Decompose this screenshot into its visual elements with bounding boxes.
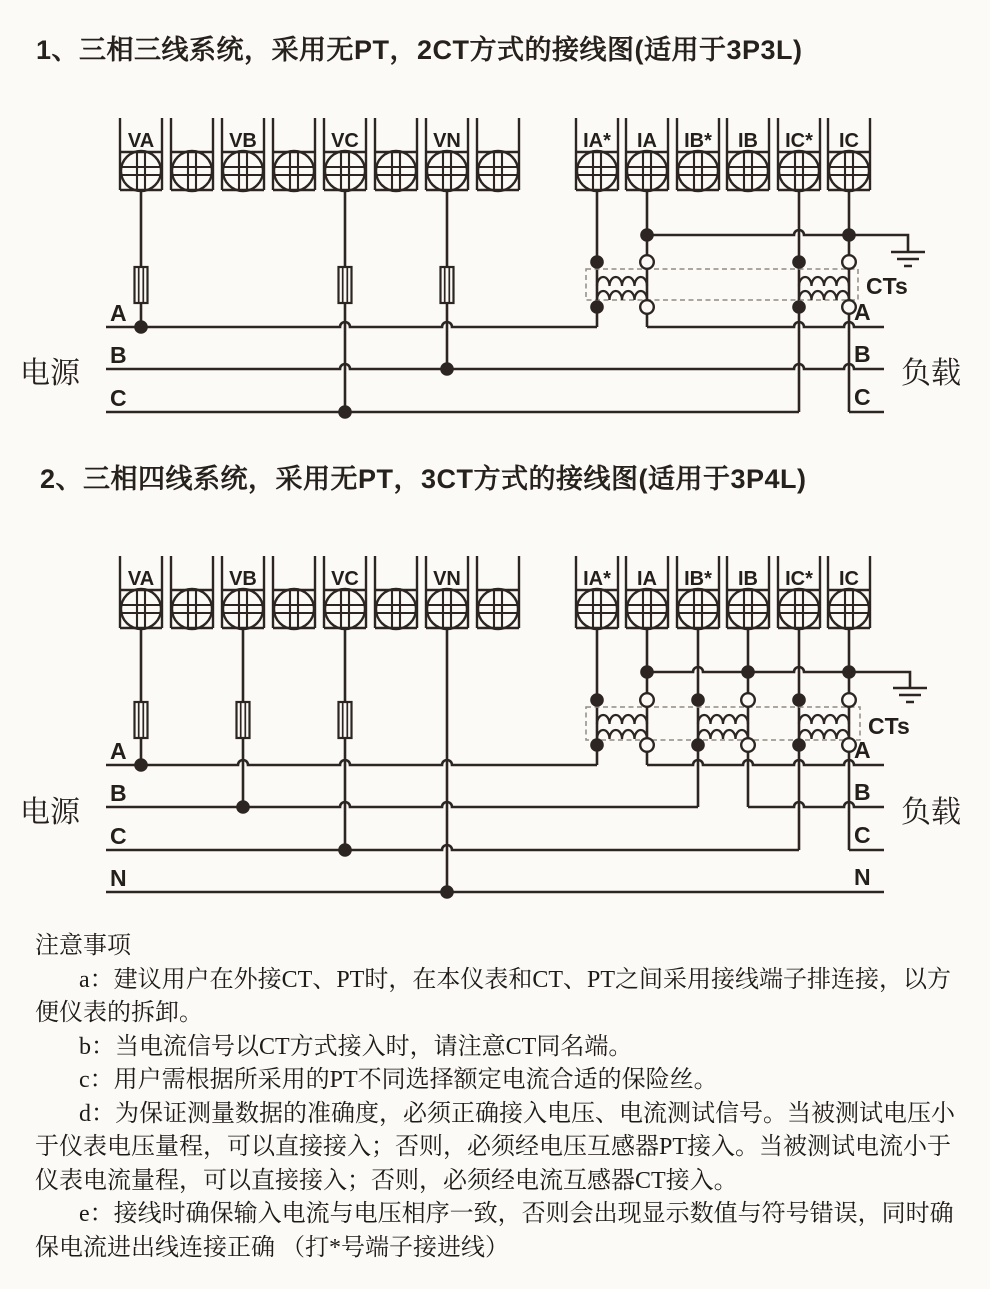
d1-ground-icon [891,252,925,266]
terminal-vn [426,118,468,191]
d1-junction-dots [134,228,856,419]
polarity-dot-filled [590,255,604,269]
d1-terminal-strip [120,118,870,191]
note-item-c: c：用户需根据所采用的PT不同选择额定电流合适的保险丝。 [79,1067,718,1093]
polarity-dot-filled [792,255,806,269]
polarity-dot-filled [691,738,705,752]
d1-line-label-b-left: B [110,342,127,368]
terminal-label: IB* [684,568,712,590]
polarity-dot-filled [590,300,604,314]
polarity-dot-open [741,693,755,707]
polarity-dot-filled [792,693,806,707]
polarity-dot-open [640,255,654,269]
junction-dot [236,800,250,814]
terminal-label: IB [738,568,758,590]
junction-dot [440,362,454,376]
terminal-label: IA [637,568,657,590]
d2-line-label-n-right: N [854,864,871,890]
d2-ct-a-coils [597,715,647,739]
d2-cts-label: CTs [868,713,910,739]
junction-dot [134,758,148,772]
terminal-ib [727,556,769,629]
terminal-blank [477,118,519,191]
junction-dot [741,665,755,679]
polarity-dot-open [842,255,856,269]
terminal-blank [171,118,213,191]
terminal-ia-star [576,556,618,629]
junction-dot [338,405,352,419]
terminal-ia [626,118,668,191]
d1-line-a [106,322,884,327]
terminal-blank [477,556,519,629]
d1-cts-dashed-box [586,269,858,300]
junction-dot [134,320,148,334]
d2-line-label-b-left: B [110,780,127,806]
terminal-label: IA* [583,130,611,152]
terminal-ic-star [778,556,820,629]
terminal-label: VN [433,130,461,152]
terminal-vb [222,556,264,629]
junction-dot [842,228,856,242]
junction-dot [640,665,654,679]
diagram-2 [20,556,961,899]
junction-dot [338,843,352,857]
note-item-a: a：建议用户在外接CT、PT时，在本仪表和CT、PT之间采用接线端子排连接，以方便仪表的拆卸。 [35,966,952,1026]
notes-section [35,930,961,1265]
diagram-1 [20,118,961,419]
d1-fuse-va [135,267,148,303]
terminal-vc [324,118,366,191]
terminal-ib-star [677,118,719,191]
terminal-ic [828,118,870,191]
d2-source-label: 电源 [20,796,80,829]
terminal-blank [375,556,417,629]
d2-fuse-va [135,702,148,738]
terminal-label: IC [839,130,859,152]
polarity-dot-open [842,693,856,707]
d2-common-line [647,667,910,688]
d1-load-label: 负载 [901,357,961,390]
terminal-label: IA [637,130,657,152]
polarity-dot-open [640,738,654,752]
terminal-blank [375,118,417,191]
d1-ct-polarity-marks [590,255,856,314]
terminal-label: VB [229,130,257,152]
terminal-ia-star [576,118,618,191]
junction-dot [842,665,856,679]
d1-line-b [106,364,884,369]
d1-line-label-b-right: B [854,341,871,367]
terminal-label: VB [229,568,257,590]
d1-ct-c-coils [799,277,849,300]
note-item-d: d：为保证测量数据的准确度，必须正确接入电压、电流测试信号。当被测试电压小于仪表电压量程，可以直接接入；否则，必须经电压互感器PT接入。当被测试电流小于仪表电流量程，可以直接接入；否则，必须经电流互感器CT接入。 [35,1100,955,1194]
terminal-label: IB* [684,130,712,152]
notes-heading: 注意事项 [35,933,131,959]
d2-line-label-b-right: B [854,779,871,805]
terminal-blank [273,556,315,629]
d1-cts-label: CTs [866,273,908,299]
d2-line-label-n-left: N [110,865,127,891]
polarity-dot-open [640,693,654,707]
polarity-dot-filled [590,693,604,707]
d2-ct-b-coils [698,715,748,739]
d2-line-a [106,760,884,765]
d1-fuse-vn [441,267,454,303]
d1-common-line [647,230,908,252]
d2-load-label: 负载 [901,796,961,829]
terminal-label: VN [433,568,461,590]
terminal-label: VA [127,130,155,152]
terminal-label: IA* [583,568,611,590]
diagram1-title: 1、三相三线系统，采用无PT，2CT方式的接线图(适用于3P3L) [36,35,803,65]
terminal-va [120,556,162,629]
d2-line-b [106,802,884,807]
terminal-blank [273,118,315,191]
terminal-label: IC* [785,568,813,590]
d2-ct-c-coils [799,715,849,739]
terminal-ia [626,556,668,629]
terminal-label: VC [331,130,359,152]
polarity-dot-filled [792,738,806,752]
d2-terminal-strip [120,556,870,629]
terminal-ic [828,556,870,629]
terminal-label: IC* [785,130,813,152]
d1-line-label-a-right: A [854,299,871,325]
note-item-b: b：当电流信号以CT方式接入时，请注意CT同名端。 [79,1033,633,1060]
d1-line-label-c-left: C [110,385,127,411]
terminal-blank [171,556,213,629]
d1-fuse-vc [339,267,352,303]
d2-line-label-a-right: A [854,737,871,763]
d2-ground-icon [893,688,927,702]
polarity-dot-filled [792,300,806,314]
terminal-vb [222,118,264,191]
d2-line-label-c-right: C [854,822,871,848]
d2-line-c [106,845,884,850]
junction-dot [640,228,654,242]
d2-line-label-a-left: A [110,738,127,764]
diagram2-title: 2、三相四线系统，采用无PT，3CT方式的接线图(适用于3P4L) [40,464,807,494]
terminal-label: VA [127,568,155,590]
d1-source-label: 电源 [20,357,80,390]
polarity-dot-open [640,300,654,314]
polarity-dot-open [741,738,755,752]
note-item-e: e：接线时确保输入电流与电压相序一致，否则会出现显示数值与符号错误，同时确保电流进出线连接正确 （打*号端子接进线） [35,1201,954,1261]
d2-fuse-vc [339,702,352,738]
terminal-ib-star [677,556,719,629]
terminal-label: IC [839,568,859,590]
d2-fuse-vb [237,702,250,738]
polarity-dot-filled [590,738,604,752]
d2-line-label-c-left: C [110,823,127,849]
terminal-vc [324,556,366,629]
d1-line-label-a-left: A [110,300,127,326]
polarity-dot-filled [691,693,705,707]
terminal-ib [727,118,769,191]
terminal-ic-star [778,118,820,191]
d1-ct-a-coils [597,277,647,300]
terminal-va [120,118,162,191]
d1-line-label-c-right: C [854,384,871,410]
terminal-label: IB [738,130,758,152]
junction-dot [440,885,454,899]
terminal-vn [426,556,468,629]
terminal-label: VC [331,568,359,590]
